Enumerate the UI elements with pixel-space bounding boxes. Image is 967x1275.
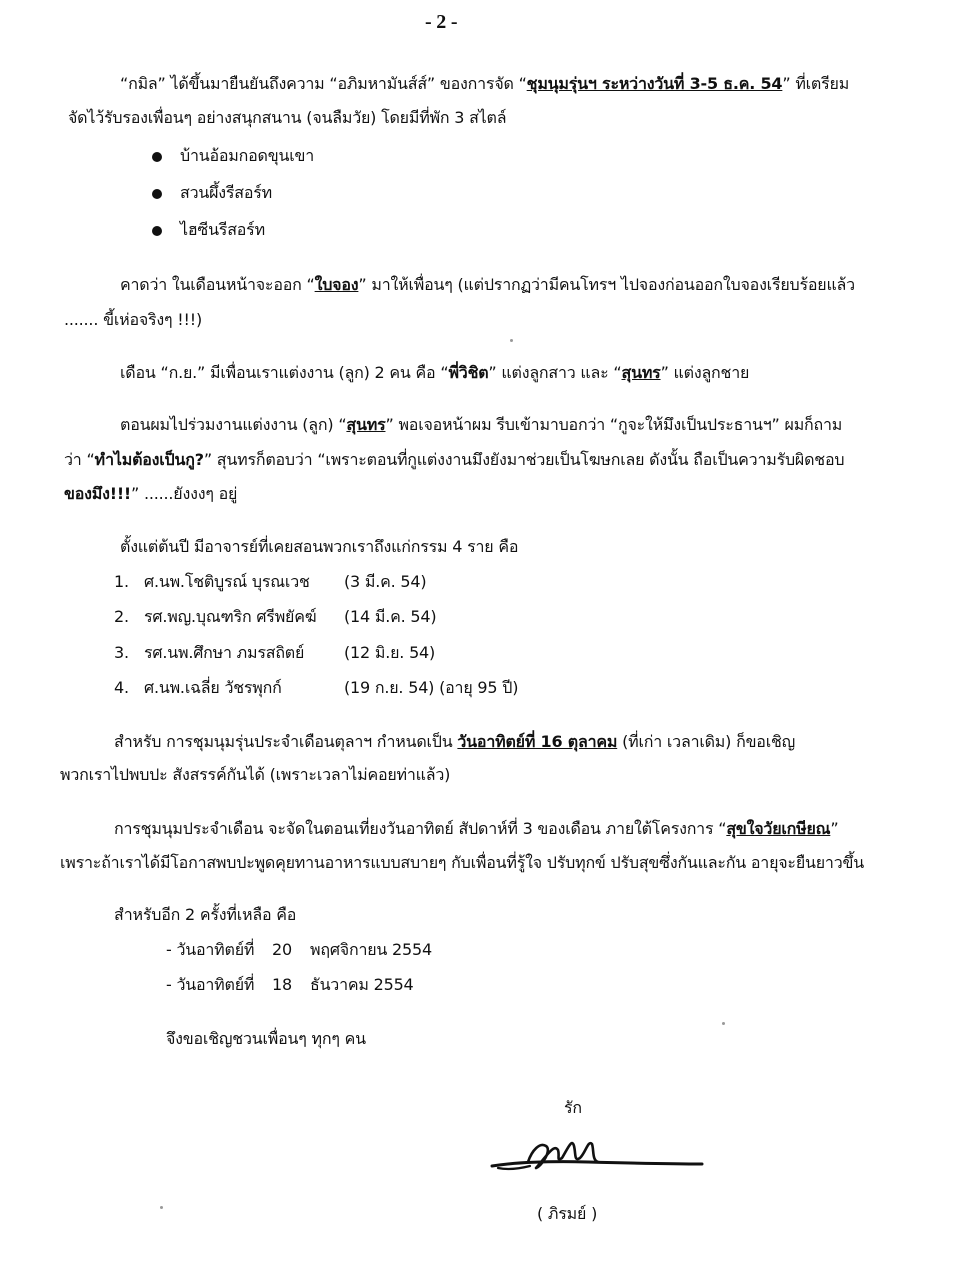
closing-invite: จึงขอเชิญชวนเพื่อนๆ ทุกๆ คน bbox=[166, 1029, 366, 1048]
para4-text-d: ” สุนทรก็ตอบว่า “เพราะตอนที่กูแต่งงานมึงยังมาช่วยเป็นโฆษกเลย ดังนั้น ถือเป็นความรับผิดชอบ bbox=[203, 450, 845, 469]
teacher-date: (3 มี.ค. 54) bbox=[344, 572, 427, 591]
para7-line2: เพราะถ้าเราได้มีโอกาสพบปะพูดคุยทานอาหารแบบสบายๆ กับเพื่อนที่รู้ใจ ปรับทุกข์ ปรับสุขซึ่งกันและกัน อายุจะยืนยาวขึ้น bbox=[60, 853, 864, 872]
remaining-date-day: - วันอาทิตย์ที่ bbox=[166, 975, 255, 994]
para4-line1 bbox=[120, 415, 842, 435]
para7-text-b: ” bbox=[830, 819, 839, 838]
remaining-date-num: 20 bbox=[272, 940, 292, 959]
para6-line1 bbox=[114, 732, 795, 752]
resort-item: บ้านอ้อมกอดขุนเขา bbox=[180, 146, 314, 165]
para7-line1 bbox=[114, 819, 838, 839]
para7-text-a: การชุมนุมประจำเดือน จะจัดในตอนเที่ยงวันอาทิตย์ สัปดาห์ที่ 3 ของเดือน ภายใต้โครงการ “ bbox=[114, 819, 727, 838]
teacher-date: (14 มี.ค. 54) bbox=[344, 607, 437, 626]
para5-intro: ตั้งแต่ต้นปี มีอาจารย์ที่เคยสอนพวกเราถึงแก่กรรม 4 ราย คือ bbox=[120, 537, 519, 556]
para3-text-a: เดือน “ก.ย.” มีเพื่อนเราแต่งงาน (ลูก) 2 คน คือ “ bbox=[120, 363, 449, 382]
resort-item: สวนผึ้งรีสอร์ท bbox=[180, 183, 272, 202]
meeting-date: วันอาทิตย์ที่ 16 ตุลาคม bbox=[457, 732, 618, 751]
friend-name: พี่วิชิต bbox=[448, 363, 489, 382]
list-number: 4. bbox=[114, 678, 129, 697]
scan-speck bbox=[510, 339, 513, 342]
bullet-icon bbox=[152, 152, 162, 162]
booking-keyword: ใบจอง bbox=[314, 275, 359, 294]
para4-line3 bbox=[64, 484, 237, 504]
list-number: 1. bbox=[114, 572, 129, 591]
page-number: - 2 - bbox=[425, 11, 458, 33]
signature-image bbox=[488, 1128, 708, 1183]
list-number: 2. bbox=[114, 607, 129, 626]
question-text: ทำไมต้องเป็นกู? bbox=[94, 450, 204, 469]
friend-name: สุนทร bbox=[621, 363, 661, 382]
list-number: 3. bbox=[114, 643, 129, 662]
closing-love: รัก bbox=[564, 1098, 582, 1117]
para2-text-a: คาดว่า ในเดือนหน้าจะออก “ bbox=[120, 275, 315, 294]
teacher-date: (12 มิ.ย. 54) bbox=[344, 643, 436, 662]
bullet-icon bbox=[152, 226, 162, 236]
remaining-date-num: 18 bbox=[272, 975, 292, 994]
para4-line2 bbox=[64, 450, 844, 470]
bullet-icon bbox=[152, 189, 162, 199]
para6-text-a: สำหรับ การชุมนุมรุ่นประจำเดือนตุลาฯ กำหนดเป็น bbox=[114, 732, 458, 751]
teacher-name: รศ.นพ.ศึกษา ภมรสถิตย์ bbox=[144, 643, 305, 662]
teacher-name: รศ.พญ.บุณฑริก ศรีพยัคฆ์ bbox=[144, 607, 317, 626]
para2-text-b: ” มาให้เพื่อนๆ (แต่ปรากฏว่ามีคนโทรฯ ไปจองก่อนออกใบจองเรียบร้อยแล้ว bbox=[358, 275, 855, 294]
resort-item: ไฮซีนรีสอร์ท bbox=[180, 220, 265, 239]
teacher-name: ศ.นพ.โชติบูรณ์ บุรณเวช bbox=[144, 572, 310, 591]
para1-line1 bbox=[120, 74, 849, 94]
para6-text-b: (ที่เก่า เวลาเดิม) ก็ขอเชิญ bbox=[617, 732, 796, 751]
para1-text-b: ” ที่เตรียม bbox=[782, 74, 850, 93]
friend-name: สุนทร bbox=[346, 415, 386, 434]
para4-text-a: ตอนผมไปร่วมงานแต่งงาน (ลูก) “ bbox=[120, 415, 347, 434]
project-name: สุขใจวัยเกษียณ bbox=[726, 819, 831, 838]
para2-line2: ....... ขี้เห่อจริงๆ !!!) bbox=[64, 310, 202, 329]
event-title: ชุมนุมรุ่นฯ ระหว่างวันที่ 3-5 ธ.ค. 54 bbox=[526, 74, 783, 93]
para2-line1 bbox=[120, 275, 855, 295]
teacher-name: ศ.นพ.เฉลี่ย วัชรพุกก์ bbox=[144, 678, 282, 697]
para3-line bbox=[120, 363, 749, 383]
para4-text-f: ” ......ยังงงๆ อยู่ bbox=[131, 484, 238, 503]
para6-line2: พวกเราไปพบปะ สังสรรค์กันได้ (เพราะเวลาไม่คอยท่าแล้ว) bbox=[60, 765, 451, 784]
teacher-date: (19 ก.ย. 54) (อายุ 95 ปี) bbox=[344, 678, 519, 697]
remaining-date-month: พฤศจิกายน 2554 bbox=[310, 940, 432, 959]
para1-line2: จัดไว้รับรองเพื่อนๆ อย่างสนุกสนาน (จนลืมวัย) โดยมีที่พัก 3 สไตล์ bbox=[68, 108, 507, 127]
scan-speck bbox=[722, 1022, 725, 1025]
remaining-date-month: ธันวาคม 2554 bbox=[310, 975, 414, 994]
para3-text-c: ” แต่งลูกชาย bbox=[660, 363, 750, 382]
para8-intro: สำหรับอีก 2 ครั้งที่เหลือ คือ bbox=[114, 905, 297, 924]
signer-name: ( ภิรมย์ ) bbox=[537, 1204, 598, 1223]
para3-text-b: ” แต่งลูกสาว และ “ bbox=[488, 363, 622, 382]
para4-text-b: ” พอเจอหน้าผม รีบเข้ามาบอกว่า “กูจะให้มึงเป็นประธานฯ” ผมก็ถาม bbox=[385, 415, 843, 434]
para1-text-a: “กมิล” ได้ขึ้นมายืนยันถึงความ “อภิมหามันส์ส์” ของการจัด “ bbox=[120, 74, 527, 93]
scan-speck bbox=[160, 1206, 163, 1209]
para4-text-c: ว่า “ bbox=[64, 450, 95, 469]
para4-text-e: ของมึง!!! bbox=[64, 484, 132, 503]
remaining-date-day: - วันอาทิตย์ที่ bbox=[166, 940, 255, 959]
